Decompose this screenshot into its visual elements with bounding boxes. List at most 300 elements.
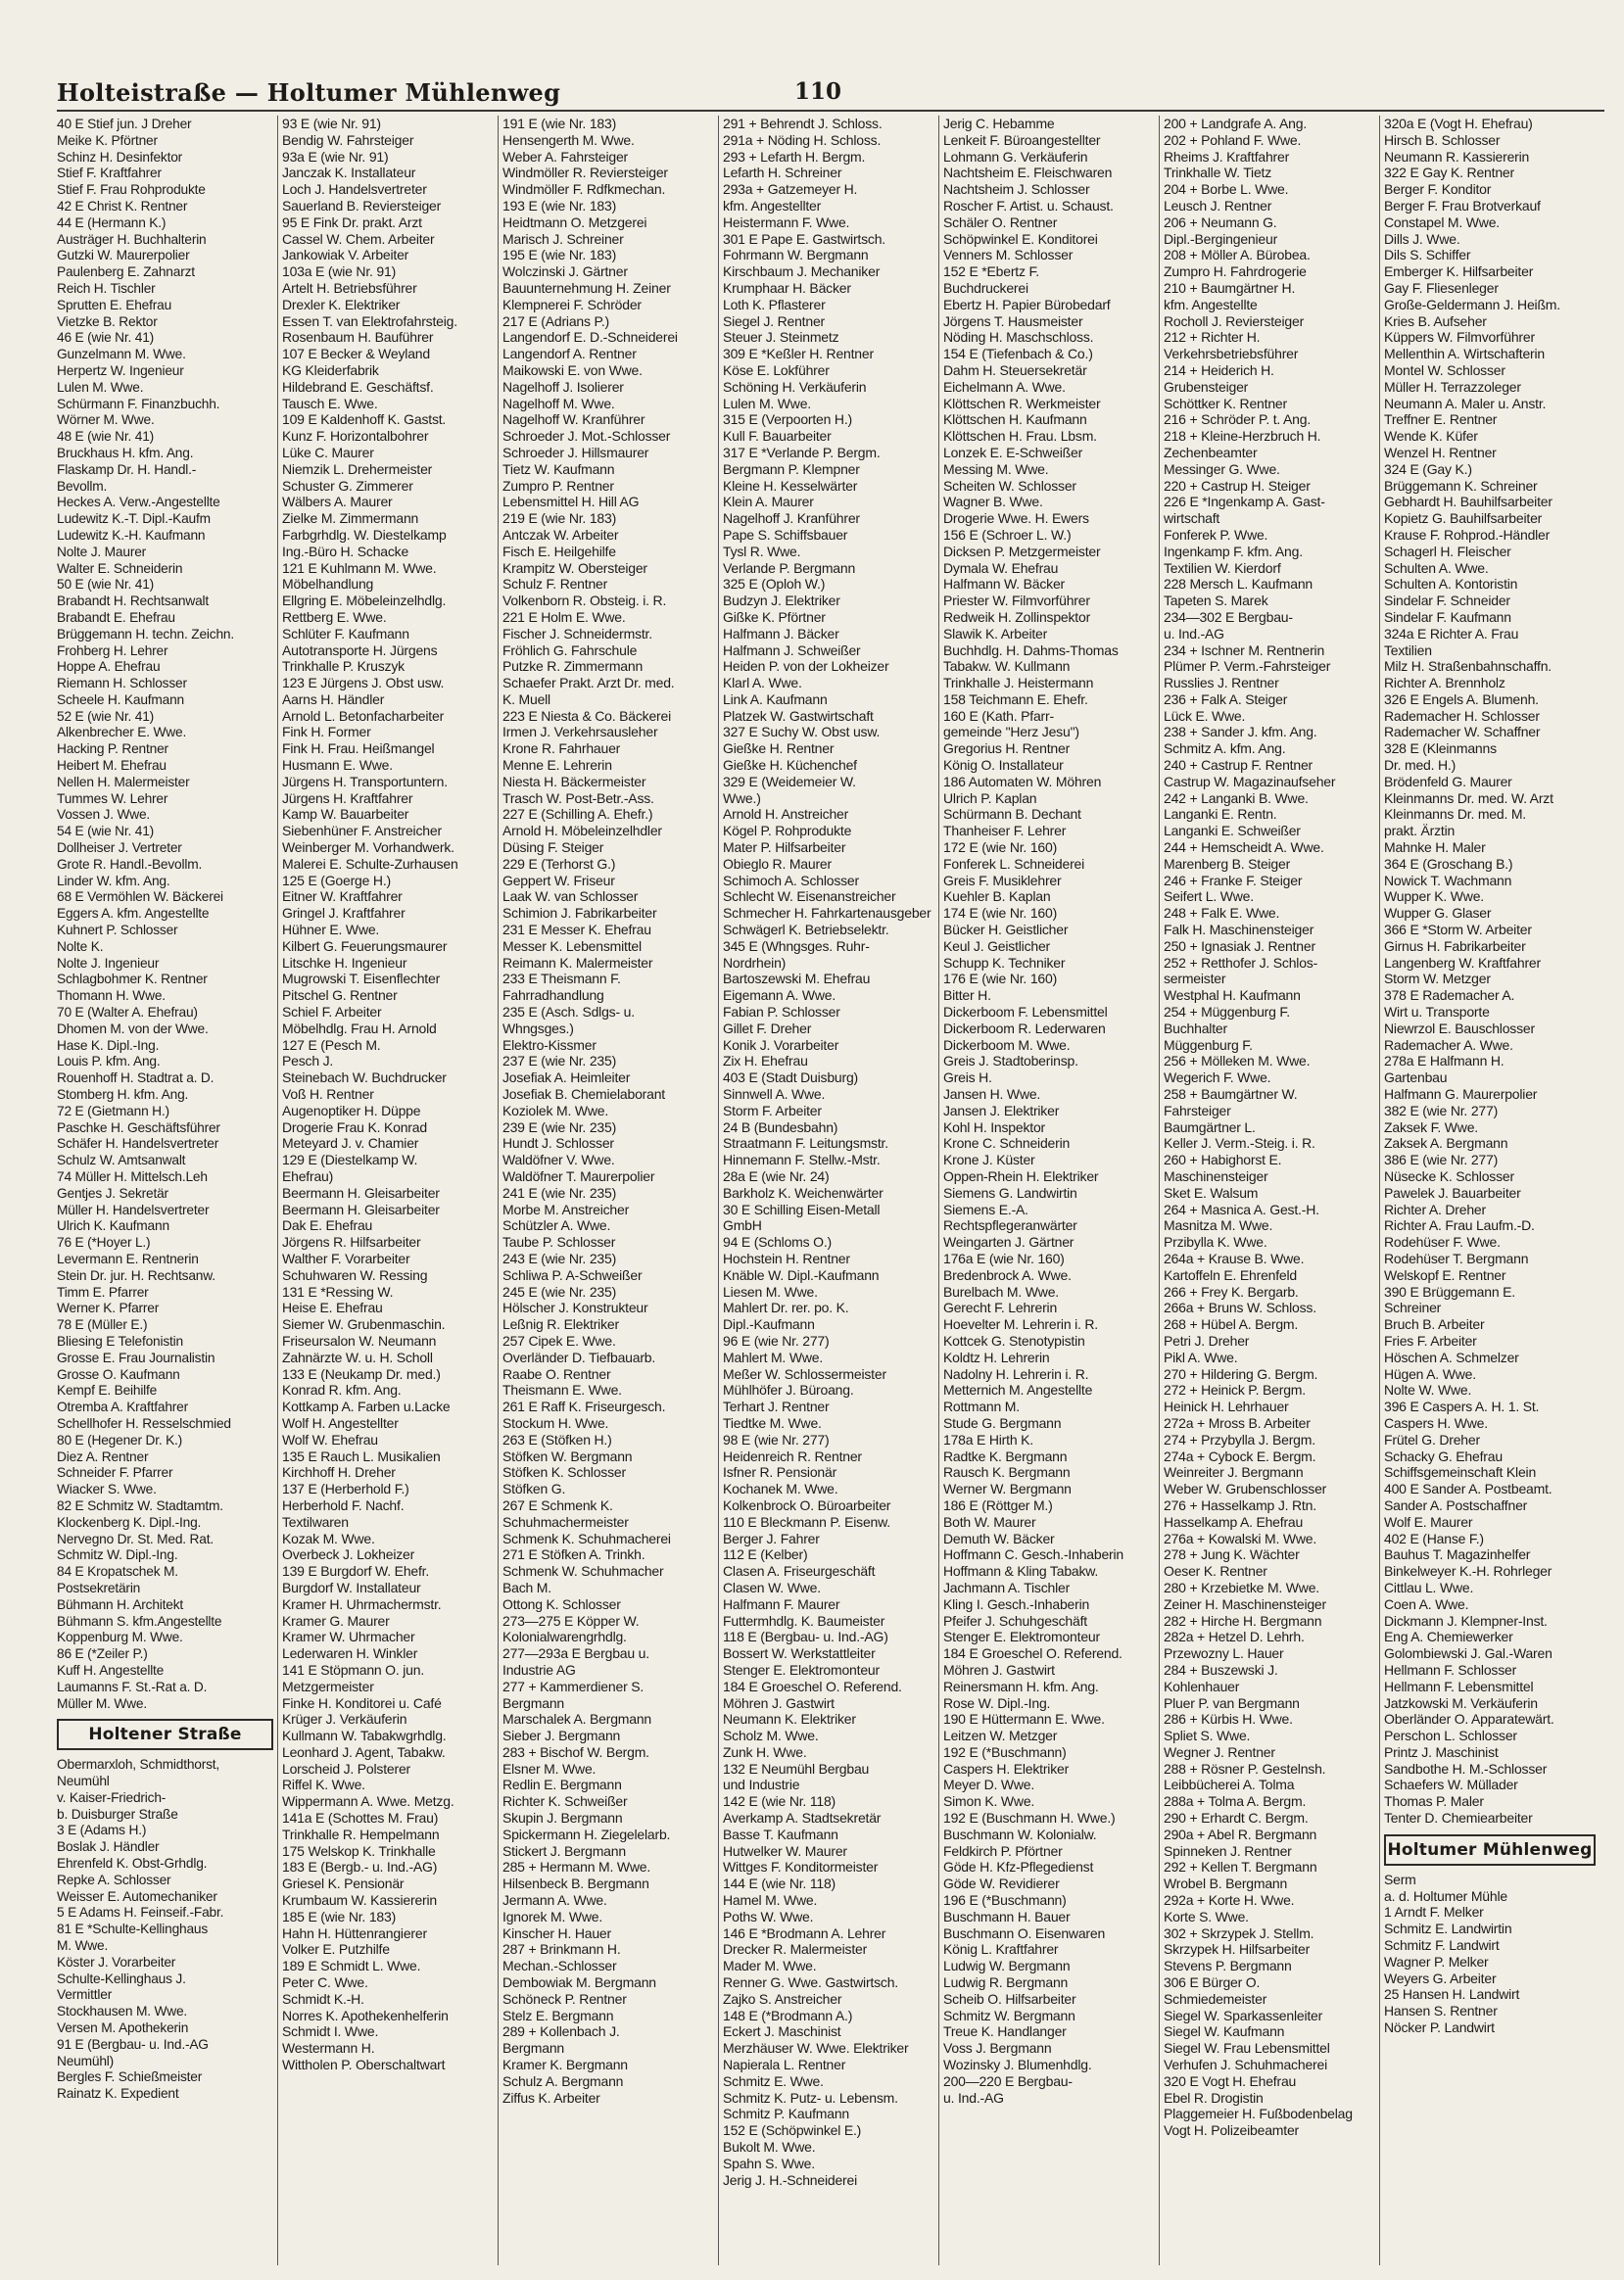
directory-entry: 227 E (Schilling A. Ehefr.) (502, 806, 653, 823)
directory-entry: Stief F. Kraftfahrer (57, 165, 162, 181)
directory-entry: Schmitz F. Landwirt (1384, 1937, 1500, 1954)
directory-entry: Schuster G. Zimmerer (282, 477, 413, 494)
directory-entry: v. Kaiser-Friedrich- (57, 1788, 167, 1805)
directory-entry: Nordrhein) (723, 954, 787, 971)
directory-entry: Rheims J. Kraftfahrer (1164, 148, 1290, 165)
directory-entry: Kögel P. Rohprodukte (723, 823, 852, 839)
directory-entry: Gentjes J. Sekretär (57, 1184, 168, 1201)
directory-entry: Werner W. Bergmann (943, 1481, 1072, 1497)
directory-entry: Ludewitz K.-H. Kaufmann (57, 526, 206, 543)
directory-entry: Schulte-Kellinghaus J. (57, 1970, 186, 1986)
directory-entry: Siegel W. Kaufmann (1164, 2023, 1285, 2040)
directory-entry: Nagelhoff W. Kranführer (502, 411, 645, 428)
directory-entry: Sprutten E. Ehefrau (57, 296, 172, 312)
directory-entry: 3 E (Adams H.) (57, 1822, 147, 1838)
directory-entry: 131 E *Ressing W. (282, 1283, 394, 1300)
directory-entry: Rosenbaum H. Bauführer (282, 329, 434, 346)
directory-entry: Fohrmann W. Bergmann (723, 247, 869, 263)
directory-entry: 84 E Kropatschek M. (57, 1563, 178, 1580)
directory-entry: 121 E Kuhlmann M. Wwe. (282, 559, 437, 576)
directory-entry: 237 E (wie Nr. 235) (502, 1053, 617, 1069)
directory-entry: Wälbers A. Maurer (282, 494, 393, 510)
directory-entry: wirtschaft (1164, 510, 1220, 527)
directory-entry: Wrobel B. Bergmann (1164, 1876, 1288, 1892)
directory-entry: 204 + Borbe L. Wwe. (1164, 181, 1289, 198)
directory-entry: 183 E (Bergb.- u. Ind.-AG) (282, 1859, 438, 1876)
directory-entry: Wenzel H. Rentner (1384, 444, 1497, 460)
directory-entry: Hacking P. Rentner (57, 740, 168, 757)
directory-entry: Nachtsheim J. Schlosser (943, 181, 1090, 198)
directory-entry: Schaefers W. Müllader (1384, 1777, 1518, 1793)
directory-entry: Pesch J. (282, 1053, 334, 1069)
directory-entry: Laumanns F. St.-Rat a. D. (57, 1678, 208, 1694)
directory-entry: Fröhlich G. Fahrschule (502, 641, 638, 658)
directory-entry: Przewozny L. Hauer (1164, 1645, 1284, 1662)
directory-entry: Textilwaren (282, 1513, 349, 1530)
directory-entry: Spliet S. Wwe. (1164, 1728, 1251, 1744)
directory-entry: 235 E (Asch. Sdlgs- u. (502, 1004, 635, 1021)
directory-entry: Reinersmann H. kfm. Ang. (943, 1678, 1099, 1694)
directory-entry: Greis H. (943, 1069, 992, 1086)
directory-entry: Industrie AG (502, 1661, 576, 1678)
directory-entry: Siemens G. Landwirtin (943, 1184, 1077, 1201)
directory-entry: Mahnke H. Maler (1384, 839, 1486, 856)
directory-entry: Zunk H. Wwe. (723, 1743, 807, 1760)
directory-entry: Leonhard J. Agent, Tabakw. (282, 1743, 446, 1760)
directory-entry: Lüke C. Maurer (282, 444, 374, 460)
directory-entry: Kilbert G. Feuerungsmaurer (282, 937, 448, 954)
directory-entry: Beermann H. Gleisarbeiter (282, 1201, 440, 1217)
directory-entry: Nolte J. Maurer (57, 543, 147, 559)
directory-entry: Zielke M. Zimmermann (282, 510, 419, 527)
directory-entry: 272 + Heinick P. Bergm. (1164, 1382, 1306, 1399)
directory-entry: Walther F. Vorarbeiter (282, 1250, 410, 1266)
directory-entry: Baumgärtner L. (1164, 1118, 1256, 1135)
directory-entry: Nöcker P. Landwirt (1384, 2019, 1495, 2036)
directory-entry: Nagelhoff M. Wwe. (502, 395, 615, 411)
directory-entry: Hensengerth M. Wwe. (502, 131, 635, 148)
directory-entry: Antczak W. Arbeiter (502, 526, 619, 543)
directory-entry: 400 E Sander A. Postbeamt. (1384, 1481, 1552, 1497)
directory-entry: Kolkenbrock O. Büroarbeiter (723, 1496, 891, 1513)
directory-entry: Hinnemann F. Stellw.-Mstr. (723, 1152, 881, 1168)
directory-entry: Leßnig R. Elektriker (502, 1316, 619, 1333)
directory-entry: Ebel R. Drogistin (1164, 2089, 1264, 2106)
directory-entry: Nolte W. Wwe. (1384, 1382, 1472, 1399)
directory-entry: 196 E (*Buschmann) (943, 1892, 1067, 1909)
directory-entry: Kleinmanns Dr. med. W. Arzt (1384, 789, 1553, 806)
directory-entry: Jerig J. H.-Schneiderei (723, 2171, 858, 2188)
directory-entry: Oberländer O. Apparatewärt. (1384, 1711, 1554, 1728)
directory-entry: Klöttschen R. Werkmeister (943, 395, 1101, 411)
directory-entry: 320 E Vogt H. Ehefrau (1164, 2072, 1297, 2089)
directory-entry: 154 E (Tiefenbach & Co.) (943, 346, 1093, 362)
directory-entry: Geppert W. Friseur (502, 872, 615, 888)
directory-entry: Lonzek E. E-Schweißer (943, 444, 1083, 460)
directory-entry: 50 E (wie Nr. 41) (57, 576, 155, 593)
directory-entry: Weyers G. Arbeiter (1384, 1970, 1497, 1986)
directory-entry: Mellenthin A. Wirtschafterin (1384, 346, 1546, 362)
directory-entry: Raabe O. Rentner (502, 1365, 611, 1382)
directory-entry: Pfeifer J. Schuhgeschäft (943, 1612, 1087, 1629)
directory-entry: Kinscher H. Hauer (502, 1924, 611, 1941)
directory-entry: Voss J. Bergmann (943, 2040, 1052, 2057)
directory-entry: Averkamp A. Stadtsekretär (723, 1810, 882, 1827)
directory-entry: 25 Hansen H. Landwirt (1384, 1986, 1520, 2003)
directory-entry: 132 E Neumühl Bergbau (723, 1760, 870, 1777)
directory-entry: 176a E (wie Nr. 160) (943, 1250, 1065, 1266)
directory-entry: Bossert W. Werkstattleiter (723, 1645, 876, 1662)
directory-entry: Schöpwinkel E. Konditorei (943, 230, 1098, 247)
directory-entry: 246 + Franke F. Steiger (1164, 872, 1303, 888)
directory-entry: Richter K. Schweißer (502, 1793, 628, 1810)
directory-entry: König O. Installateur (943, 757, 1064, 774)
directory-entry: Klarl A. Wwe. (723, 675, 802, 691)
directory-entry: 290 + Erhardt C. Bergm. (1164, 1810, 1309, 1827)
directory-entry: Schaefer Prakt. Arzt Dr. med. (502, 675, 675, 691)
directory-entry: 264a + Krause B. Wwe. (1164, 1250, 1305, 1266)
directory-entry: Siegel W. Sparkassenleiter (1164, 2007, 1323, 2023)
directory-entry: Aarns H. Händler (282, 690, 385, 707)
directory-entry: Tapeten S. Marek (1164, 593, 1268, 609)
directory-entry: prakt. Ärztin (1384, 823, 1456, 839)
directory-entry: Rodehüser F. Wwe. (1384, 1234, 1501, 1251)
directory-entry: Langendorf E. D.-Schneiderei (502, 329, 678, 346)
directory-entry: a. d. Holtumer Mühle (1384, 1887, 1507, 1904)
directory-entry: 148 E (*Brodmann A.) (723, 2007, 853, 2023)
directory-entry: 233 E Theismann F. (502, 971, 621, 987)
directory-entry: Tausch E. Wwe. (282, 395, 378, 411)
directory-entry: 277 + Kammerdiener S. (502, 1678, 645, 1694)
directory-entry: Stöfken K. Schlosser (502, 1464, 626, 1481)
directory-entry: Koldtz H. Lehrerin (943, 1349, 1050, 1365)
directory-entry: Plümer P. Verm.-Fahrsteiger (1164, 658, 1331, 675)
directory-entry: Weinberger M. Vorhandwerk. (282, 839, 454, 856)
directory-entry: 192 E (Buschmann H. Wwe.) (943, 1810, 1116, 1827)
directory-entry: Maschinensteiger (1164, 1168, 1268, 1184)
directory-entry: 320a E (Vogt H. Ehefrau) (1384, 116, 1533, 131)
directory-entry: 268 + Hübel A. Bergm. (1164, 1316, 1299, 1333)
street-section-heading: Holtener Straße (57, 1719, 273, 1750)
directory-entry: Pikl A. Wwe. (1164, 1349, 1238, 1365)
directory-entry: 286 + Kürbis H. Wwe. (1164, 1711, 1293, 1728)
directory-entry: Weber A. Fahrsteiger (502, 148, 629, 165)
directory-entry: Weber W. Grubenschlosser (1164, 1481, 1327, 1497)
directory-entry: Klein A. Maurer (723, 494, 814, 510)
directory-column-3 (498, 116, 718, 2265)
directory-entry: Schulz A. Bergmann (502, 2072, 624, 2089)
directory-entry: 280 + Krzebietke M. Wwe. (1164, 1579, 1319, 1595)
directory-entry: 28a E (wie Nr. 24) (723, 1168, 830, 1184)
directory-entry: Schroeder J. Hillsmaurer (502, 444, 649, 460)
directory-entry: Schöttker K. Rentner (1164, 395, 1287, 411)
directory-entry: Schmidt K.-H. (282, 1990, 364, 2007)
directory-entry: Kramer W. Uhrmacher (282, 1629, 415, 1645)
directory-entry: Neumühl (57, 1773, 110, 1789)
directory-entry: Essen T. van Elektrofahrsteig. (282, 312, 457, 329)
directory-entry: Kottkamp A. Farben u.Lacke (282, 1399, 451, 1415)
directory-entry: Schulz W. Amtsanwalt (57, 1152, 186, 1168)
directory-entry: Menne E. Lehrerin (502, 757, 612, 774)
directory-entry: 48 E (wie Nr. 41) (57, 428, 155, 445)
directory-entry: Dahm H. Steuersekretär (943, 361, 1087, 378)
directory-entry: Jatzkowski M. Verkäuferin (1384, 1694, 1538, 1711)
directory-entry: 322 E Gay K. Rentner (1384, 165, 1514, 181)
directory-entry: 258 + Baumgärtner W. (1164, 1086, 1298, 1103)
directory-entry: Kleine H. Kesselwärter (723, 477, 858, 494)
directory-entry: 210 + Baumgärtner H. (1164, 279, 1296, 296)
directory-column-7 (1379, 116, 1600, 2265)
directory-entry: Kozak M. Wwe. (282, 1530, 375, 1546)
directory-entry: Lederwaren H. Winkler (282, 1645, 418, 1662)
directory-entry: 263 E (Stöfken H.) (502, 1431, 612, 1448)
directory-entry: Wwe.) (723, 789, 761, 806)
directory-entry: Elektro-Kissmer (502, 1036, 597, 1053)
directory-entry: Neumann A. Maler u. Anstr. (1384, 395, 1547, 411)
directory-entry: Gillet F. Dreher (723, 1020, 812, 1036)
directory-entry: Bergmann (502, 2040, 564, 2057)
directory-entry: 95 E Fink Dr. prakt. Arzt (282, 214, 422, 230)
directory-entry: Theismann E. Wwe. (502, 1382, 622, 1399)
directory-entry: Ulrich P. Kaplan (943, 789, 1037, 806)
directory-entry: Keller J. Verm.-Steig. i. R. (1164, 1135, 1315, 1152)
directory-entry: Fisch E. Heilgehilfe (502, 543, 616, 559)
directory-entry: Schmenk W. Schuhmacher (502, 1563, 664, 1580)
directory-entry: Höschen A. Schmelzer (1384, 1349, 1519, 1365)
directory-entry: Boslak J. Händler (57, 1838, 160, 1855)
directory-entry: Fonferek P. Wwe. (1164, 526, 1268, 543)
directory-entry: 403 E (Stadt Duisburg) (723, 1069, 859, 1086)
directory-entry: 125 E (Goerge H.) (282, 872, 391, 888)
directory-entry: 40 E Stief jun. J Dreher (57, 116, 192, 131)
directory-entry: Rose W. Dipl.-Ing. (943, 1694, 1051, 1711)
directory-entry: Steuer J. Steinmetz (723, 329, 839, 346)
directory-entry: Leusch J. Rentner (1164, 197, 1272, 214)
directory-entry: Kartoffeln E. Ehrenfeld (1164, 1266, 1298, 1283)
directory-entry: 402 E (Hanse F.) (1384, 1530, 1484, 1546)
directory-entry: Wittges F. Konditormeister (723, 1859, 879, 1876)
directory-entry: Jachmann A. Tischler (943, 1579, 1071, 1595)
directory-entry: Konrad R. kfm. Ang. (282, 1382, 402, 1399)
directory-entry: Bendig W. Fahrsteiger (282, 131, 414, 148)
directory-entry: Elsner M. Wwe. (502, 1760, 597, 1777)
directory-entry: Mahlert Dr. rer. po. K. (723, 1300, 849, 1316)
directory-entry: Perschon L. Schlosser (1384, 1728, 1517, 1744)
directory-entry: Sauerland B. Reviersteiger (282, 197, 442, 214)
directory-entry: Gregorius H. Rentner (943, 740, 1071, 757)
directory-entry: Brödenfeld G. Maurer (1384, 773, 1512, 789)
directory-entry: Linder W. kfm. Ang. (57, 872, 170, 888)
directory-entry: Metzgermeister (282, 1678, 374, 1694)
directory-entry: Buschmann O. Eisenwaren (943, 1924, 1106, 1941)
directory-entry: Heckes A. Verw.-Angestellte (57, 494, 220, 510)
directory-entry: Mugrowski T. Eisenflechter (282, 971, 441, 987)
directory-entry: Köse E. Lokführer (723, 361, 830, 378)
directory-entry: Kochanek M. Wwe. (723, 1481, 838, 1497)
directory-entry: Roscher F. Artist. u. Schaust. (943, 197, 1114, 214)
directory-entry: Müller H. Terrazzoleger (1384, 378, 1521, 395)
directory-entry: Weingarten J. Gärtner (943, 1234, 1075, 1251)
directory-entry: Wolf H. Angestellter (282, 1414, 399, 1431)
directory-entry: Nolte J. Ingenieur (57, 954, 160, 971)
directory-entry: Siemens E.-A. (943, 1201, 1028, 1217)
directory-entry: Schlecht W. Eisenanstreicher (723, 888, 896, 905)
directory-entry: Herberhold F. Nachf. (282, 1496, 405, 1513)
directory-entry: Waldöfner T. Maurerpolier (502, 1168, 655, 1184)
directory-entry: Lulen M. Wwe. (723, 395, 811, 411)
directory-entry: Welskopf E. Rentner (1384, 1266, 1506, 1283)
directory-entry: Friseursalon W. Neumann (282, 1332, 437, 1349)
directory-entry: Voß H. Rentner (282, 1086, 374, 1103)
directory-entry: 193 E (wie Nr. 183) (502, 197, 617, 214)
directory-entry: Napierala L. Rentner (723, 2057, 846, 2073)
directory-entry: Dhomen M. von der Wwe. (57, 1020, 209, 1036)
directory-entry: Kull F. Bauarbeiter (723, 428, 832, 445)
directory-entry: Richter A. Dreher (1384, 1201, 1486, 1217)
directory-entry: 5 E Adams H. Feinseif.-Fabr. (57, 1904, 224, 1921)
directory-entry: Keul J. Geistlicher (943, 937, 1051, 954)
directory-entry: 240 + Castrup F. Rentner (1164, 757, 1314, 774)
directory-entry: Wagner P. Melker (1384, 1953, 1489, 1970)
directory-entry: Schliwa P. A-Schweißer (502, 1266, 643, 1283)
directory-entry: Priester W. Filmvorführer (943, 593, 1090, 609)
directory-entry: Lück E. Wwe. (1164, 707, 1246, 724)
directory-entry: 324 E (Gay K.) (1384, 460, 1472, 477)
directory-entry: Krause F. Rohprod.-Händler (1384, 526, 1551, 543)
directory-entry: Rouenhoff H. Stadtrat a. D. (57, 1069, 215, 1086)
directory-entry: Bruckhaus H. kfm. Ang. (57, 444, 194, 460)
directory-entry: Neumühl) (57, 2052, 115, 2068)
directory-entry: Nagelhoff J. Isolierer (502, 378, 624, 395)
directory-entry: Schiel F. Arbeiter (282, 1004, 382, 1021)
directory-entry: Hundt J. Schlosser (502, 1135, 614, 1152)
directory-entry: 324a E Richter A. Frau (1384, 625, 1519, 641)
directory-entry: Caspers H. Wwe. (1384, 1414, 1488, 1431)
directory-entry: Schmitz K. Putz- u. Lebensm. (723, 2089, 898, 2106)
directory-entry: 174 E (wie Nr. 160) (943, 905, 1058, 922)
directory-entry: 195 E (wie Nr. 183) (502, 247, 617, 263)
directory-entry: Renner G. Wwe. Gastwirtsch. (723, 1974, 898, 1991)
directory-entry: u. Ind.-AG (1164, 625, 1224, 641)
directory-entry: Farbgrhdlg. W. Diestelkamp (282, 526, 447, 543)
directory-entry: Vossen J. Wwe. (57, 806, 151, 823)
directory-entry: Gießke H. Küchenchef (723, 757, 857, 774)
directory-entry: Bühmann H. Architekt (57, 1595, 184, 1612)
directory-entry: Fabian P. Schlosser (723, 1004, 840, 1021)
directory-entry: Nöding H. Maschschloss. (943, 329, 1094, 346)
directory-entry: kfm. Angestellter (723, 197, 822, 214)
directory-entry: Bücker H. Geistlicher (943, 922, 1069, 938)
directory-entry: sermeister (1164, 971, 1226, 987)
directory-entry: 160 E (Kath. Pfarr- (943, 707, 1054, 724)
directory-entry: Burgdorf W. Installateur (282, 1579, 421, 1595)
directory-entry: 109 E Kaldenhoff K. Gastst. (282, 411, 447, 428)
directory-entry: Heibert M. Ehefrau (57, 757, 167, 774)
directory-entry: Josefiak A. Heimleiter (502, 1069, 631, 1086)
directory-entry: Wiacker S. Wwe. (57, 1481, 157, 1497)
directory-entry: Eckert J. Maschinist (723, 2023, 841, 2040)
directory-entry: 127 E (Pesch M. (282, 1036, 381, 1053)
directory-entry: 239 E (wie Nr. 235) (502, 1118, 617, 1135)
directory-entry: Hase K. Dipl.-Ing. (57, 1036, 160, 1053)
directory-entry: 123 E Jürgens J. Obst usw. (282, 675, 445, 691)
directory-entry: 228 Mersch L. Kaufmann (1164, 576, 1314, 593)
directory-entry: Möhren J. Gastwirt (943, 1661, 1055, 1678)
directory-entry: Sindelar F. Schneider (1384, 593, 1510, 609)
directory-entry: Dickerboom M. Wwe. (943, 1036, 1071, 1053)
directory-entry: 290a + Abel R. Bergmann (1164, 1826, 1317, 1842)
directory-entry: Müggenburg F. (1164, 1036, 1253, 1053)
directory-entry: Fries F. Arbeiter (1384, 1332, 1477, 1349)
directory-entry: Zumpro P. Rentner (502, 477, 614, 494)
directory-entry: Schmitz E. Landwirtin (1384, 1921, 1512, 1937)
directory-entry: 223 E Niesta & Co. Bäckerei (502, 707, 672, 724)
directory-entry: 76 E (*Hoyer L.) (57, 1234, 151, 1251)
directory-entry: Hühner E. Wwe. (282, 922, 380, 938)
directory-entry: 142 E (wie Nr. 118) (723, 1793, 836, 1810)
directory-entry: Vermittler (57, 1986, 113, 2003)
directory-entry: Greis J. Stadtoberinsp. (943, 1053, 1078, 1069)
directory-entry: 129 E (Diestelkamp W. (282, 1152, 418, 1168)
directory-entry: 257 Cipek E. Wwe. (502, 1332, 616, 1349)
directory-entry: Dak E. Ehefrau (282, 1217, 373, 1234)
directory-entry: Dembowiak M. Bergmann (502, 1974, 656, 1991)
directory-entry: Schmiedemeister (1164, 1990, 1267, 2007)
directory-entry: Peter C. Wwe. (282, 1974, 368, 1991)
directory-entry: 70 E (Walter A. Ehefrau) (57, 1004, 198, 1021)
directory-entry: Schuhwaren W. Ressing (282, 1266, 428, 1283)
directory-entry: 68 E Vermöhlen W. Bäckerei (57, 888, 223, 905)
directory-entry: Ellgring E. Möbeleinzelhdlg. (282, 593, 447, 609)
directory-entry: Schäler O. Rentner (943, 214, 1058, 230)
directory-entry: Basse T. Kaufmann (723, 1826, 838, 1842)
directory-entry: Jörgens T. Hausmeister (943, 312, 1083, 329)
directory-entry: Grubensteiger (1164, 378, 1249, 395)
directory-entry: 152 E *Ebertz F. (943, 263, 1039, 280)
directory-entry: 288 + Rösner P. Gestelnsh. (1164, 1760, 1326, 1777)
directory-entry: 212 + Richter H. (1164, 329, 1261, 346)
directory-entry: Eitner W. Kraftfahrer (282, 888, 403, 905)
directory-entry: 302 + Skrzypek J. Stellm. (1164, 1924, 1314, 1941)
directory-entry: Nolte K. (57, 937, 104, 954)
directory-entry: Verhufen J. Schuhmacherei (1164, 2057, 1327, 2073)
directory-entry: Stude G. Bergmann (943, 1414, 1062, 1431)
directory-entry: 366 E *Storm W. Arbeiter (1384, 922, 1532, 938)
directory-entry: Hahn H. Hüttenrangierer (282, 1924, 427, 1941)
directory-entry: Hellmann F. Schlosser (1384, 1661, 1517, 1678)
directory-entry: 202 + Pohland F. Wwe. (1164, 131, 1302, 148)
directory-entry: Schlüter F. Kaufmann (282, 625, 409, 641)
directory-entry: Drecker R. Malermeister (723, 1941, 868, 1958)
directory-entry: Messer K. Lebensmittel (502, 937, 642, 954)
directory-entry: Rainatz K. Expedient (57, 2085, 179, 2102)
directory-entry: Schupp K. Techniker (943, 954, 1066, 971)
page-title: Holteistraße — Holtumer Mühlenweg (57, 78, 561, 107)
directory-entry: Ing.-Büro H. Schacke (282, 543, 409, 559)
directory-entry: Messinger G. Wwe. (1164, 460, 1280, 477)
directory-entry: 231 E Messer K. Ehefrau (502, 922, 651, 938)
directory-entry: Thomann H. Wwe. (57, 987, 166, 1004)
directory-entry: Siemer W. Grubenmaschin. (282, 1316, 446, 1333)
directory-entry: Volkenborn R. Obsteig. i. R. (502, 593, 667, 609)
directory-entry: Pluer P. van Bergmann (1164, 1694, 1300, 1711)
directory-entry: Eng A. Chemiewerker (1384, 1629, 1513, 1645)
directory-entry: Hansen S. Rentner (1384, 2003, 1498, 2019)
directory-entry: Knäble W. Dipl.-Kaufmann (723, 1266, 880, 1283)
directory-entry: Stelz E. Bergmann (502, 2007, 614, 2023)
directory-entry: Petri J. Dreher (1164, 1332, 1250, 1349)
directory-entry: 133 E (Neukamp Dr. med.) (282, 1365, 441, 1382)
